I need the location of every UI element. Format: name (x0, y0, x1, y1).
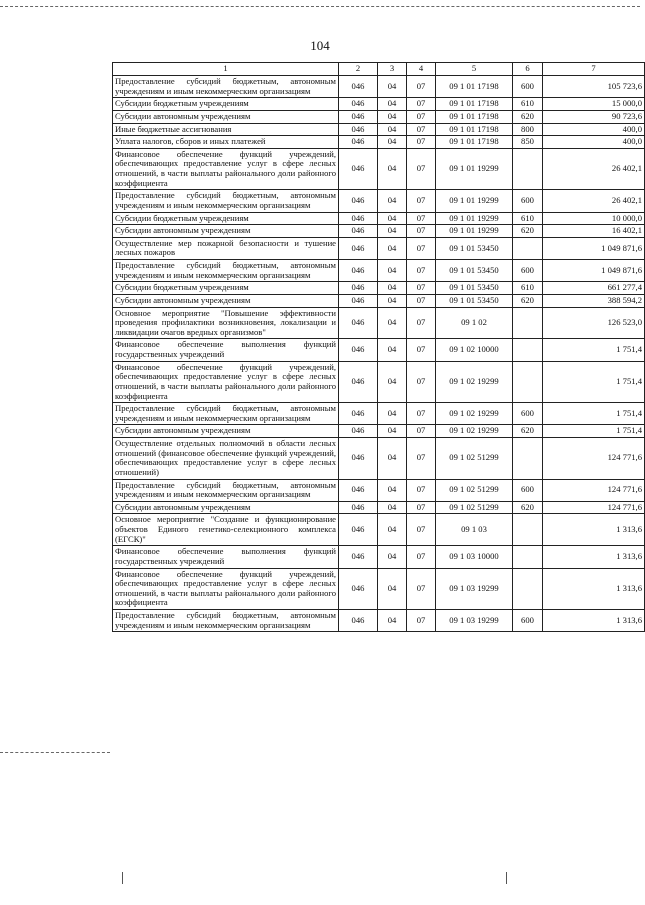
table-row (113, 425, 645, 438)
row-subsection-cell: 07 (407, 479, 436, 501)
table-row (113, 438, 645, 480)
row-expense-type-cell (513, 568, 543, 610)
table-row (113, 110, 645, 123)
table-row (113, 260, 645, 282)
row-subsection-cell: 07 (407, 425, 436, 438)
row-section-cell: 04 (378, 260, 407, 282)
row-name-cell: Предоставление субсидий бюджетным, автономным учреждениям и иным некоммерческим организациям (113, 610, 339, 632)
row-expense-type-cell: 600 (513, 76, 543, 98)
row-name-cell: Финансовое обеспечение функций учреждений, обеспечивающих предоставление услуг в сфере лесных отношений, в части выплаты районального доли районного коэффициента (113, 568, 339, 610)
row-amount-cell: 124 771,6 (543, 479, 645, 501)
row-target-article-cell: 09 1 03 10000 (436, 546, 513, 568)
row-section-cell: 04 (378, 282, 407, 295)
row-grbs-cell: 046 (339, 282, 378, 295)
row-grbs-cell: 046 (339, 514, 378, 546)
table-row (113, 148, 645, 190)
row-grbs-cell: 046 (339, 568, 378, 610)
row-expense-type-cell: 620 (513, 501, 543, 514)
table-row (113, 361, 645, 403)
row-target-article-cell: 09 1 03 19299 (436, 568, 513, 610)
row-grbs-cell: 046 (339, 546, 378, 568)
row-name-cell: Субсидии автономным учреждениям (113, 501, 339, 514)
table-row (113, 546, 645, 568)
row-name-cell: Уплата налогов, сборов и иных платежей (113, 136, 339, 149)
row-subsection-cell: 07 (407, 339, 436, 361)
table-row (113, 479, 645, 501)
table-row (113, 212, 645, 225)
table-row (113, 307, 645, 339)
row-section-cell: 04 (378, 225, 407, 238)
row-subsection-cell: 07 (407, 212, 436, 225)
row-grbs-cell: 046 (339, 190, 378, 212)
row-amount-cell: 1 751,4 (543, 339, 645, 361)
row-subsection-cell: 07 (407, 260, 436, 282)
table-row (113, 136, 645, 149)
row-grbs-cell: 046 (339, 98, 378, 111)
table-row (113, 282, 645, 295)
row-target-article-cell: 09 1 02 19299 (436, 403, 513, 425)
row-subsection-cell: 07 (407, 307, 436, 339)
row-subsection-cell: 07 (407, 294, 436, 307)
row-grbs-cell: 046 (339, 339, 378, 361)
row-name-cell: Предоставление субсидий бюджетным, автономным учреждениям и иным некоммерческим организациям (113, 190, 339, 212)
row-subsection-cell: 07 (407, 225, 436, 238)
row-amount-cell: 1 313,6 (543, 514, 645, 546)
row-target-article-cell: 09 1 01 19299 (436, 225, 513, 238)
row-target-article-cell: 09 1 01 53450 (436, 260, 513, 282)
row-amount-cell: 105 723,6 (543, 76, 645, 98)
table-header-row (113, 63, 645, 76)
row-target-article-cell: 09 1 02 51299 (436, 479, 513, 501)
row-grbs-cell: 046 (339, 148, 378, 190)
row-target-article-cell: 09 1 01 53450 (436, 237, 513, 259)
table-row (113, 190, 645, 212)
row-section-cell: 04 (378, 361, 407, 403)
row-expense-type-cell: 600 (513, 260, 543, 282)
row-subsection-cell: 07 (407, 76, 436, 98)
row-amount-cell: 1 049 871,6 (543, 260, 645, 282)
table-row (113, 123, 645, 136)
table-row (113, 610, 645, 632)
row-section-cell: 04 (378, 136, 407, 149)
row-expense-type-cell (513, 148, 543, 190)
table-row (113, 237, 645, 259)
scan-edge-mark-left (122, 872, 123, 884)
row-section-cell: 04 (378, 568, 407, 610)
row-name-cell: Субсидии автономным учреждениям (113, 294, 339, 307)
row-section-cell: 04 (378, 514, 407, 546)
row-name-cell: Финансовое обеспечение выполнения функций государственных учреждений (113, 546, 339, 568)
row-expense-type-cell: 610 (513, 212, 543, 225)
row-subsection-cell: 07 (407, 282, 436, 295)
row-grbs-cell: 046 (339, 123, 378, 136)
row-target-article-cell: 09 1 02 51299 (436, 438, 513, 480)
row-section-cell: 04 (378, 610, 407, 632)
row-subsection-cell: 07 (407, 148, 436, 190)
row-subsection-cell: 07 (407, 514, 436, 546)
row-section-cell: 04 (378, 98, 407, 111)
row-expense-type-cell (513, 307, 543, 339)
row-grbs-cell: 046 (339, 501, 378, 514)
row-grbs-cell: 046 (339, 294, 378, 307)
row-name-cell: Субсидии автономным учреждениям (113, 110, 339, 123)
row-expense-type-cell (513, 339, 543, 361)
row-amount-cell: 1 751,4 (543, 403, 645, 425)
column-header: 3 (378, 63, 407, 76)
row-subsection-cell: 07 (407, 136, 436, 149)
row-target-article-cell: 09 1 01 19299 (436, 212, 513, 225)
table-row (113, 501, 645, 514)
row-section-cell: 04 (378, 425, 407, 438)
column-header: 2 (339, 63, 378, 76)
row-grbs-cell: 046 (339, 136, 378, 149)
row-amount-cell: 26 402,1 (543, 190, 645, 212)
row-grbs-cell: 046 (339, 225, 378, 238)
row-expense-type-cell: 620 (513, 425, 543, 438)
row-section-cell: 04 (378, 237, 407, 259)
row-grbs-cell: 046 (339, 260, 378, 282)
row-expense-type-cell (513, 438, 543, 480)
row-target-article-cell: 09 1 01 17198 (436, 98, 513, 111)
row-expense-type-cell: 600 (513, 190, 543, 212)
row-target-article-cell: 09 1 02 19299 (436, 425, 513, 438)
row-expense-type-cell (513, 361, 543, 403)
row-amount-cell: 10 000,0 (543, 212, 645, 225)
column-header: 5 (436, 63, 513, 76)
row-grbs-cell: 046 (339, 76, 378, 98)
row-amount-cell: 1 751,4 (543, 425, 645, 438)
row-target-article-cell: 09 1 01 17198 (436, 76, 513, 98)
row-expense-type-cell: 800 (513, 123, 543, 136)
table-row (113, 225, 645, 238)
row-expense-type-cell (513, 237, 543, 259)
row-section-cell: 04 (378, 403, 407, 425)
row-grbs-cell: 046 (339, 610, 378, 632)
row-subsection-cell: 07 (407, 190, 436, 212)
row-subsection-cell: 07 (407, 546, 436, 568)
row-expense-type-cell: 610 (513, 98, 543, 111)
row-subsection-cell: 07 (407, 501, 436, 514)
row-grbs-cell: 046 (339, 425, 378, 438)
row-amount-cell: 26 402,1 (543, 148, 645, 190)
row-section-cell: 04 (378, 148, 407, 190)
row-grbs-cell: 046 (339, 361, 378, 403)
row-name-cell: Осуществление мер пожарной безопасности и тушение лесных пожаров (113, 237, 339, 259)
row-amount-cell: 661 277,4 (543, 282, 645, 295)
row-subsection-cell: 07 (407, 403, 436, 425)
row-grbs-cell: 046 (339, 237, 378, 259)
column-header: 4 (407, 63, 436, 76)
table-row (113, 514, 645, 546)
row-expense-type-cell: 610 (513, 282, 543, 295)
row-subsection-cell: 07 (407, 610, 436, 632)
row-subsection-cell: 07 (407, 123, 436, 136)
table-row (113, 403, 645, 425)
row-target-article-cell: 09 1 02 10000 (436, 339, 513, 361)
row-name-cell: Субсидии бюджетным учреждениям (113, 282, 339, 295)
row-amount-cell: 400,0 (543, 136, 645, 149)
row-name-cell: Финансовое обеспечение функций учреждений, обеспечивающих предоставление услуг в сфере лесных отношений, в части выплаты районального доли районного коэффициента (113, 148, 339, 190)
row-section-cell: 04 (378, 76, 407, 98)
row-target-article-cell: 09 1 01 53450 (436, 282, 513, 295)
table-body (113, 76, 645, 632)
scan-edge-line-top (0, 6, 640, 7)
budget-table (112, 62, 645, 632)
column-header: 1 (113, 63, 339, 76)
row-name-cell: Субсидии автономным учреждениям (113, 225, 339, 238)
row-section-cell: 04 (378, 307, 407, 339)
row-target-article-cell: 09 1 01 17198 (436, 136, 513, 149)
row-amount-cell: 1 049 871,6 (543, 237, 645, 259)
row-section-cell: 04 (378, 123, 407, 136)
row-section-cell: 04 (378, 110, 407, 123)
row-amount-cell: 388 594,2 (543, 294, 645, 307)
row-section-cell: 04 (378, 190, 407, 212)
row-target-article-cell: 09 1 03 (436, 514, 513, 546)
row-amount-cell: 1 313,6 (543, 610, 645, 632)
row-target-article-cell: 09 1 02 19299 (436, 361, 513, 403)
page-number: 104 (310, 38, 330, 53)
row-amount-cell: 1 313,6 (543, 546, 645, 568)
row-expense-type-cell: 620 (513, 294, 543, 307)
row-amount-cell: 126 523,0 (543, 307, 645, 339)
row-name-cell: Финансовое обеспечение функций учреждений, обеспечивающих предоставление услуг в сфере лесных отношений, в части выплаты районального доли районного коэффициента (113, 361, 339, 403)
table-row (113, 76, 645, 98)
row-target-article-cell: 09 1 02 51299 (436, 501, 513, 514)
row-section-cell: 04 (378, 479, 407, 501)
row-grbs-cell: 046 (339, 479, 378, 501)
row-name-cell: Иные бюджетные ассигнования (113, 123, 339, 136)
scan-edge-line-middle (0, 752, 110, 753)
row-name-cell: Финансовое обеспечение выполнения функций государственных учреждений (113, 339, 339, 361)
row-subsection-cell: 07 (407, 361, 436, 403)
row-name-cell: Предоставление субсидий бюджетным, автономным учреждениям и иным некоммерческим организациям (113, 403, 339, 425)
row-grbs-cell: 046 (339, 307, 378, 339)
row-section-cell: 04 (378, 546, 407, 568)
row-name-cell: Субсидии автономным учреждениям (113, 425, 339, 438)
row-expense-type-cell: 600 (513, 610, 543, 632)
row-name-cell: Предоставление субсидий бюджетным, автономным учреждениям и иным некоммерческим организациям (113, 260, 339, 282)
scan-edge-mark-right (506, 872, 507, 884)
row-target-article-cell: 09 1 01 53450 (436, 294, 513, 307)
row-grbs-cell: 046 (339, 403, 378, 425)
row-grbs-cell: 046 (339, 110, 378, 123)
row-target-article-cell: 09 1 01 19299 (436, 190, 513, 212)
row-subsection-cell: 07 (407, 568, 436, 610)
row-subsection-cell: 07 (407, 98, 436, 111)
row-name-cell: Основное мероприятие "Повышение эффективности проведения профилактики возникновения, локализации и ликвидации очагов вредных организмов" (113, 307, 339, 339)
table-row (113, 339, 645, 361)
row-amount-cell: 16 402,1 (543, 225, 645, 238)
row-expense-type-cell: 620 (513, 110, 543, 123)
row-name-cell: Субсидии бюджетным учреждениям (113, 98, 339, 111)
row-grbs-cell: 046 (339, 212, 378, 225)
row-name-cell: Предоставление субсидий бюджетным, автономным учреждениям и иным некоммерческим организациям (113, 76, 339, 98)
row-section-cell: 04 (378, 339, 407, 361)
row-amount-cell: 15 000,0 (543, 98, 645, 111)
row-amount-cell: 124 771,6 (543, 438, 645, 480)
row-target-article-cell: 09 1 02 (436, 307, 513, 339)
row-target-article-cell: 09 1 01 17198 (436, 110, 513, 123)
row-name-cell: Предоставление субсидий бюджетным, автономным учреждениям и иным некоммерческим организациям (113, 479, 339, 501)
row-amount-cell: 1 313,6 (543, 568, 645, 610)
row-amount-cell: 400,0 (543, 123, 645, 136)
row-expense-type-cell: 620 (513, 225, 543, 238)
row-amount-cell: 1 751,4 (543, 361, 645, 403)
row-expense-type-cell: 600 (513, 479, 543, 501)
row-name-cell: Осуществление отдельных полномочий в области лесных отношений (финансовое обеспечение функций учреждений, обеспечивающих предоставление услуг в сфере лесных отношений) (113, 438, 339, 480)
row-section-cell: 04 (378, 212, 407, 225)
table-row (113, 98, 645, 111)
row-section-cell: 04 (378, 501, 407, 514)
row-subsection-cell: 07 (407, 438, 436, 480)
row-section-cell: 04 (378, 438, 407, 480)
row-expense-type-cell (513, 514, 543, 546)
column-header: 6 (513, 63, 543, 76)
row-expense-type-cell (513, 546, 543, 568)
row-target-article-cell: 09 1 03 19299 (436, 610, 513, 632)
row-amount-cell: 124 771,6 (543, 501, 645, 514)
row-grbs-cell: 046 (339, 438, 378, 480)
table-row (113, 294, 645, 307)
table-row (113, 568, 645, 610)
row-target-article-cell: 09 1 01 19299 (436, 148, 513, 190)
row-section-cell: 04 (378, 294, 407, 307)
row-name-cell: Субсидии бюджетным учреждениям (113, 212, 339, 225)
row-subsection-cell: 07 (407, 110, 436, 123)
row-name-cell: Основное мероприятие "Создание и функционирование объектов Единого генетико-селекционного комплекса (ЕГСК)" (113, 514, 339, 546)
row-amount-cell: 90 723,6 (543, 110, 645, 123)
row-target-article-cell: 09 1 01 17198 (436, 123, 513, 136)
row-expense-type-cell: 600 (513, 403, 543, 425)
row-expense-type-cell: 850 (513, 136, 543, 149)
row-subsection-cell: 07 (407, 237, 436, 259)
column-header: 7 (543, 63, 645, 76)
